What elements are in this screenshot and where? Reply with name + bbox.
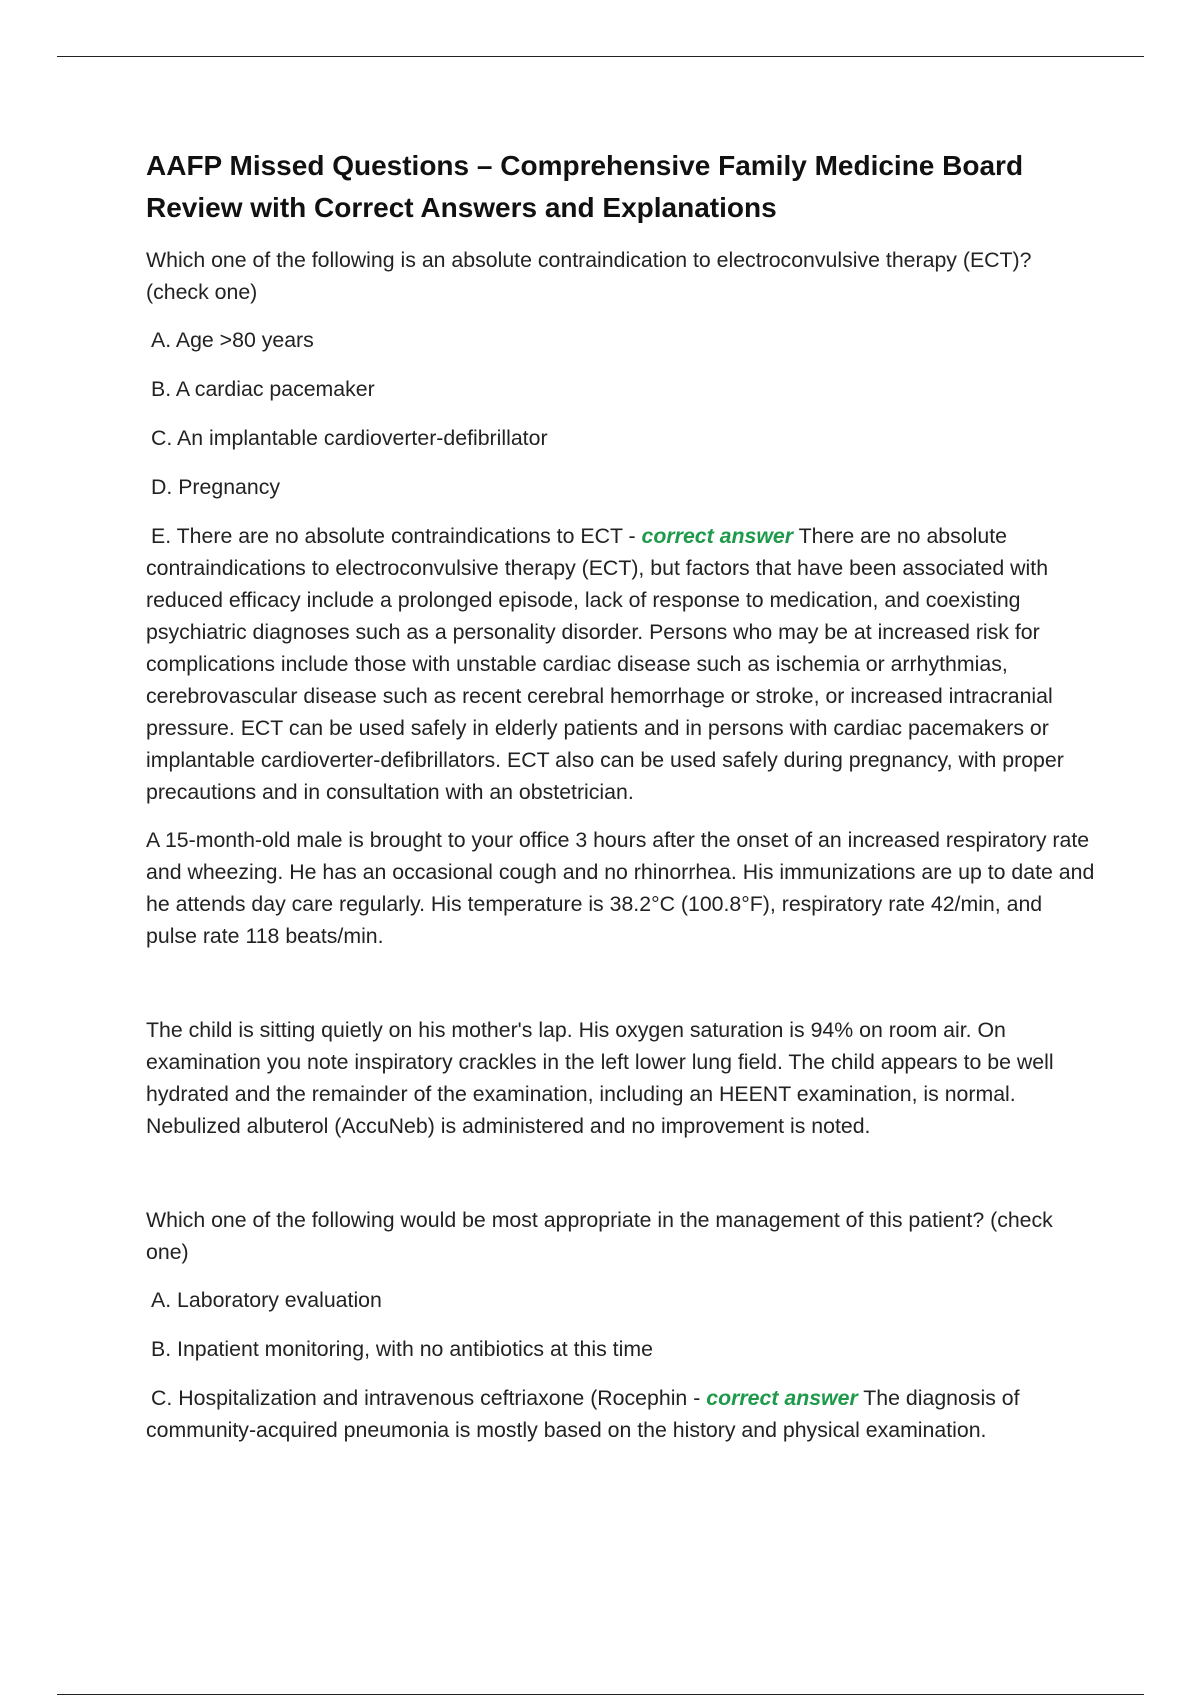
question-1-answer <box>146 520 1096 808</box>
document-title: AAFP Missed Questions – Comprehensive Family Medicine Board Review with Correct Answers and Explanations <box>146 150 1024 223</box>
header-rule <box>57 56 1144 57</box>
question-1-option-c: C. An implantable cardioverter-defibrillator <box>151 426 548 450</box>
question-1-option-d: D. Pregnancy <box>151 475 281 499</box>
question-1-option-e: E. There are no absolute contraindications to ECT <box>151 524 623 548</box>
answer-separator: - <box>687 1386 707 1410</box>
spacer <box>146 1142 1096 1204</box>
question-2-stem: Which one of the following would be most appropriate in the management of this patient? (check one) <box>146 1208 1053 1264</box>
question-1-explanation: There are no absolute contraindications to electroconvulsive therapy (ECT), but factors that have been associated with reduced efficacy include a prolonged episode, lack of response to medication, and coexisting psychiatric diagnoses such as a personality disorder. Persons who may be at increased risk for complications include those with unstable cardiac disease such as ischemia or arrhythmias, cerebrovascular disease such as recent cerebral hemorrhage or stroke, or increased intracranial pressure. ECT can be used safely in elderly patients and in persons with cardiac pacemakers or implantable cardioverter-defibrillators. ECT also can be used safely during pregnancy, with proper precautions and in consultation with an obstetrician. <box>146 524 1064 804</box>
spacer <box>146 952 1096 1014</box>
question-1-option-a: A. Age >80 years <box>151 328 314 352</box>
question-2-case-paragraph-1: A 15-month-old male is brought to your office 3 hours after the onset of an increased respiratory rate and wheezing. He has an occasional cough and no rhinorrhea. His immunizations are up to date and he attends day care regularly. His temperature is 38.2°C (100.8°F), respiratory rate 42/min, and pulse rate 118 beats/min. <box>146 828 1095 948</box>
correct-answer-label: correct answer <box>641 524 794 548</box>
question-2-case-paragraph-2: The child is sitting quietly on his mother's lap. His oxygen saturation is 94% on room air. On examination you note inspiratory crackles in the left lower lung field. The child appears to be well hydrated and the remainder of the examination, including an HEENT examination, is normal. Nebulized albuterol (AccuNeb) is administered and no improvement is noted. <box>146 1018 1054 1138</box>
question-1-stem: Which one of the following is an absolute contraindication to electroconvulsive therapy (ECT)? (check one) <box>146 248 1032 304</box>
question-2-option-c: C. Hospitalization and intravenous ceftriaxone (Rocephin <box>151 1386 688 1410</box>
question-2-option-a: A. Laboratory evaluation <box>151 1288 382 1312</box>
question-2-answer <box>146 1382 1096 1446</box>
question-2-explanation: The diagnosis of community-acquired pneumonia is mostly based on the history and physical examination. <box>146 1386 1020 1442</box>
answer-separator: - <box>622 524 642 548</box>
correct-answer-label: correct answer <box>706 1386 858 1410</box>
question-2-option-b: B. Inpatient monitoring, with no antibiotics at this time <box>151 1337 653 1361</box>
question-1-option-b: B. A cardiac pacemaker <box>151 377 375 401</box>
document-body <box>146 145 1096 1462</box>
footer-rule <box>57 1694 1144 1695</box>
